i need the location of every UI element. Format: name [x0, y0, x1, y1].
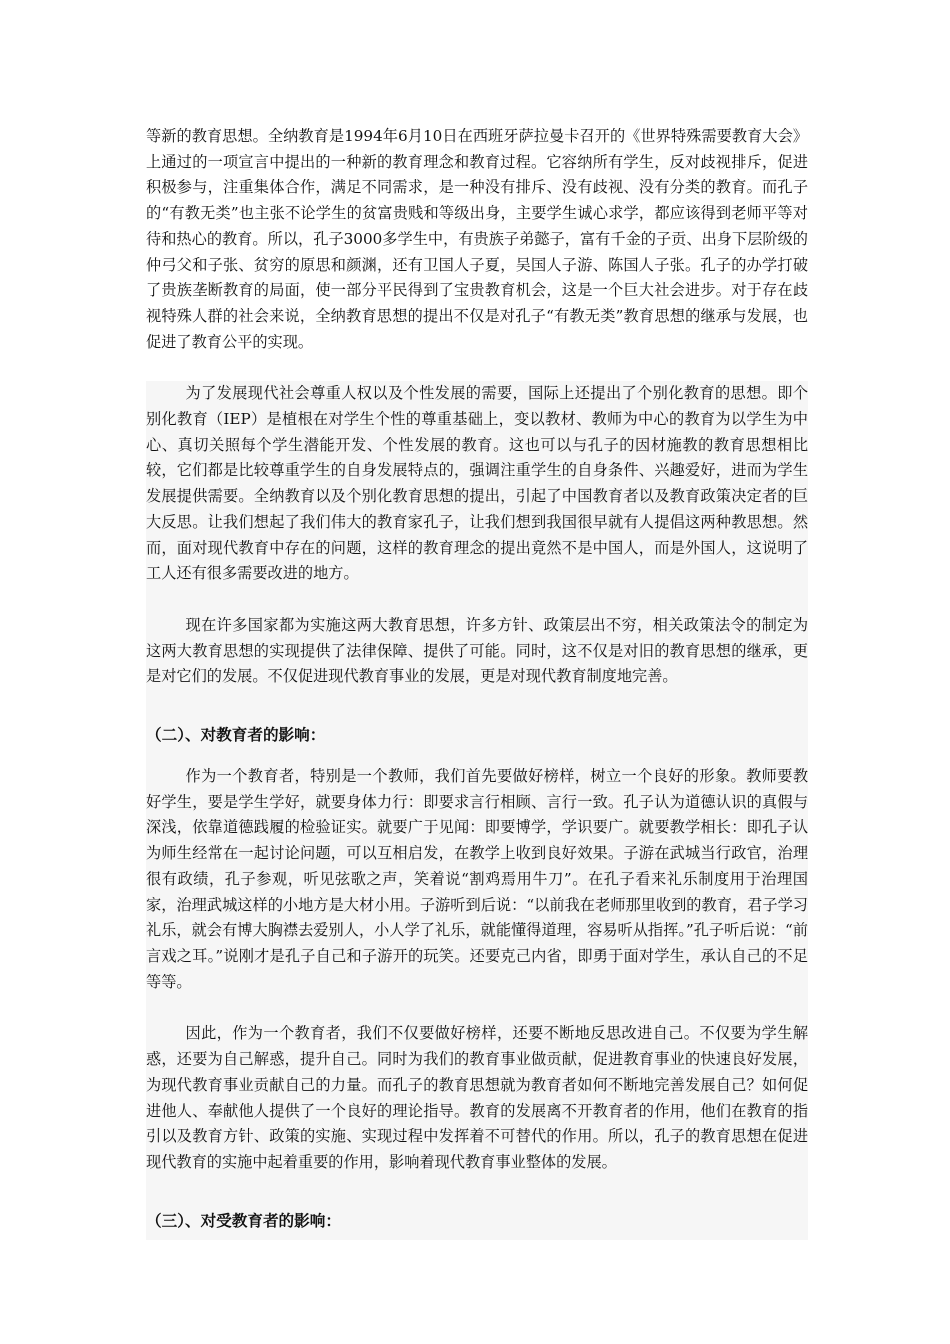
shaded-block: [146, 381, 808, 1239]
section-heading-educators: （二）、对教育者的影响：: [146, 725, 326, 745]
document-body: [146, 124, 808, 1240]
paragraph-policy: 现在许多国家都为实施这两大教育思想，许多方针、政策层出不穷，相关政策法令的制定为这两大教育思想的实现提供了法律保障、提供了可能。同时，这不仅是对旧的教育思想的继承，更是对它们的发展。不仅促进现代教育事业的发展，更是对现代教育制度地完善。: [146, 615, 808, 686]
paragraph-spacer: [146, 587, 808, 613]
paragraph-individualized-education: 为了发展现代社会尊重人权以及个性发展的需要，国际上还提出了个别化教育的思想。即个别化教育（IEP）是植根在对学生个性的尊重基础上，变以教材、教师为中心的教育为以学生为中心、真切关照每个学生潜能开发、个性发展的教育。这也可以与孔子的因材施教的教育思想相比较，它们都是比较尊重学生的自身发展特点的，强调注重学生的自身条件、兴趣爱好，进而为学生发展提供需要。全纳教育以及个别化教育思想的提出，引起了中国教育者以及教育政策决定者的巨大反思。让我们想起了我们伟大的教育家孔子，让我们想到我国很早就有人提倡这两种教思想。然而，面对现代教育中存在的问题，这样的教育理念的提出竟然不是中国人，而是外国人，这说明了工人还有很多需要改进的地方。: [146, 384, 808, 583]
paragraph-spacer: [146, 1176, 808, 1202]
paragraph-spacer: [146, 995, 808, 1021]
paragraph-teacher-role-model: 作为一个教育者，特别是一个教师，我们首先要做好榜样，树立一个良好的形象。教师要教好学生，要是学生学好，就要身体力行：即要求言行相顾、言行一致。孔子认为道德认识的真假与深浅，依靠道德践履的检验证实。就要广于见闻：即要博学，学识要广。就要教学相长：即孔子认为师生经常在一起讨论问题，可以互相启发，在教学上收到良好效果。子游在武城当行政官，治理很有政绩，孔子参观，听见弦歌之声，笑着说“割鸡焉用牛刀”。在孔子看来礼乐制度用于治理国家，治理武城这样的小地方是大材小用。子游听到后说：“以前我在老师那里收到的教育，君子学习礼乐，就会有博大胸襟去爱别人，小人学了礼乐，就能懂得道理，容易听从指挥。”孔子听后说：“前言戏之耳。”说刚才是孔子自己和子游开的玩笑。还要克己内省，即勇于面对学生，承认自己的不足等等。: [146, 767, 808, 991]
section-heading-learners: （三）、对受教育者的影响：: [146, 1210, 341, 1230]
paragraph-spacer: [146, 754, 808, 764]
paragraph-reflection: 因此，作为一个教育者，我们不仅要做好榜样，还要不断地反思改进自己。不仅要为学生解惑，还要为自己解惑，提升自己。同时为我们的教育事业做贡献，促进教育事业的快速良好发展，为现代教育事业贡献自己的力量。而孔子的教育思想就为教育者如何不断地完善发展自己？如何促进他人、奉献他人提供了一个良好的理论指导。教育的发展离不开教育者的作用，他们在教育的指引以及教育方针、政策的实施、实现过程中发挥着不可替代的作用。所以，孔子的教育思想在促进现代教育的实施中起着重要的作用，影响着现代教育事业整体的发展。: [146, 1024, 808, 1171]
paragraph-spacer: [146, 355, 808, 381]
paragraph-inclusive-education: 等新的教育思想。全纳教育是1994年6月10日在西班牙萨拉曼卡召开的《世界特殊需要教育大会》上通过的一项宣言中提出的一种新的教育理念和教育过程。它容纳所有学生，反对歧视排斥，促进积极参与，注重集体合作，满足不同需求，是一种没有排斥、没有歧视、没有分类的教育。而孔子的“有教无类”也主张不论学生的贫富贵贱和等级出身，主要学生诚心求学，都应该得到老师平等对待和热心的教育。所以，孔子3000多学生中，有贵族子弟懿子，富有千金的子贡、出身下层阶级的仲弓父和子张、贫穷的原思和颜渊，还有卫国人子夏，吴国人子游、陈国人子张。孔子的办学打破了贵族垄断教育的局面，使一部分平民得到了宝贵教育机会，这是一个巨大社会进步。对于存在歧视特殊人群的社会来说，全纳教育思想的提出不仅是对孔子“有教无类”教育思想的继承与发展，也促进了教育公平的实现。: [146, 127, 808, 351]
paragraph-spacer: [146, 690, 808, 716]
